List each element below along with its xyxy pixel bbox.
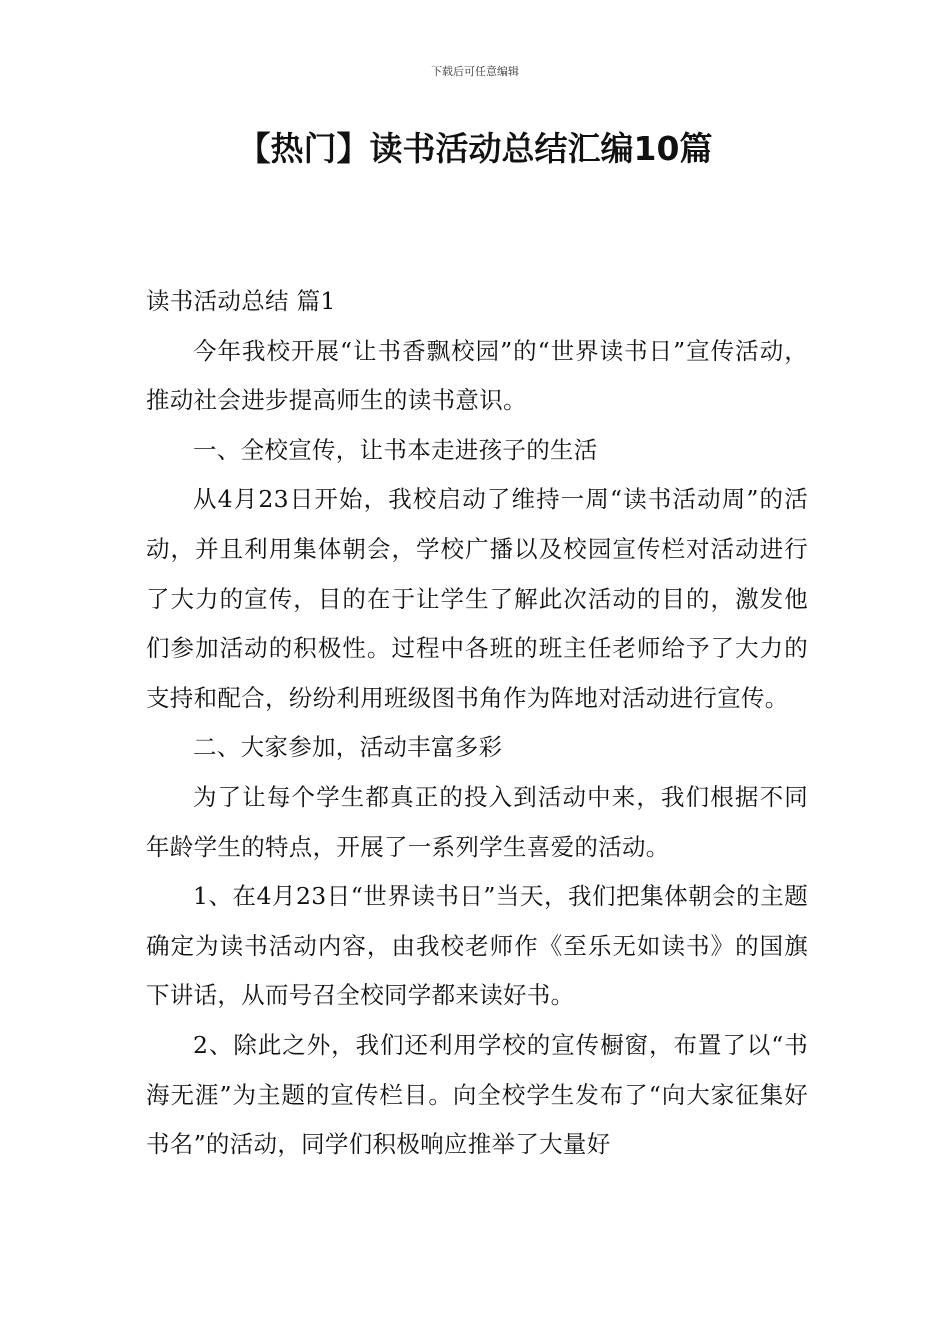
paragraph-5: 2、除此之外，我们还利用学校的宣传橱窗，布置了以“书海无涯”为主题的宣传栏目。向全校学生发布了“向大家征集好书名”的活动，同学们积极响应推举了大量好 xyxy=(146,1030,808,1159)
header-note: 下载后可任意编辑 xyxy=(431,65,519,78)
document-body xyxy=(146,277,808,1170)
document-title: 【热门】读书活动总结汇编10篇 xyxy=(237,129,713,168)
paragraph-2: 从4月23日开始，我校启动了维持一周“读书活动周”的活动，并且利用集体朝会，学校广播以及校园宣传栏对活动进行了大力的宣传，目的在于让学生了解此次活动的目的，激发他们参加活动的积极性。过程中各班的班主任老师给予了大力的支持和配合，纷纷利用班级图书角作为阵地对活动进行宣传。 xyxy=(146,485,808,712)
subheading-1: 一、全校宣传，让书本走进孩子的生活 xyxy=(193,435,598,464)
paragraph-3: 为了让每个学生都真正的投入到活动中来，我们根据不同年龄学生的特点，开展了一系列学生喜爱的活动。 xyxy=(146,782,808,861)
paragraph-4: 1、在4月23日“世界读书日”当天，我们把集体朝会的主题确定为读书活动内容，由我校老师作《至乐无如读书》的国旗下讲话，从而号召全校同学都来读好书。 xyxy=(146,882,808,1010)
subheading-2: 二、大家参加，活动丰富多彩 xyxy=(193,733,503,762)
section-heading: 读书活动总结 篇1 xyxy=(146,287,336,315)
paragraph-1: 今年我校开展“让书香飘校园”的“世界读书日”宣传活动，推动社会进步提高师生的读书意识。 xyxy=(146,336,808,415)
